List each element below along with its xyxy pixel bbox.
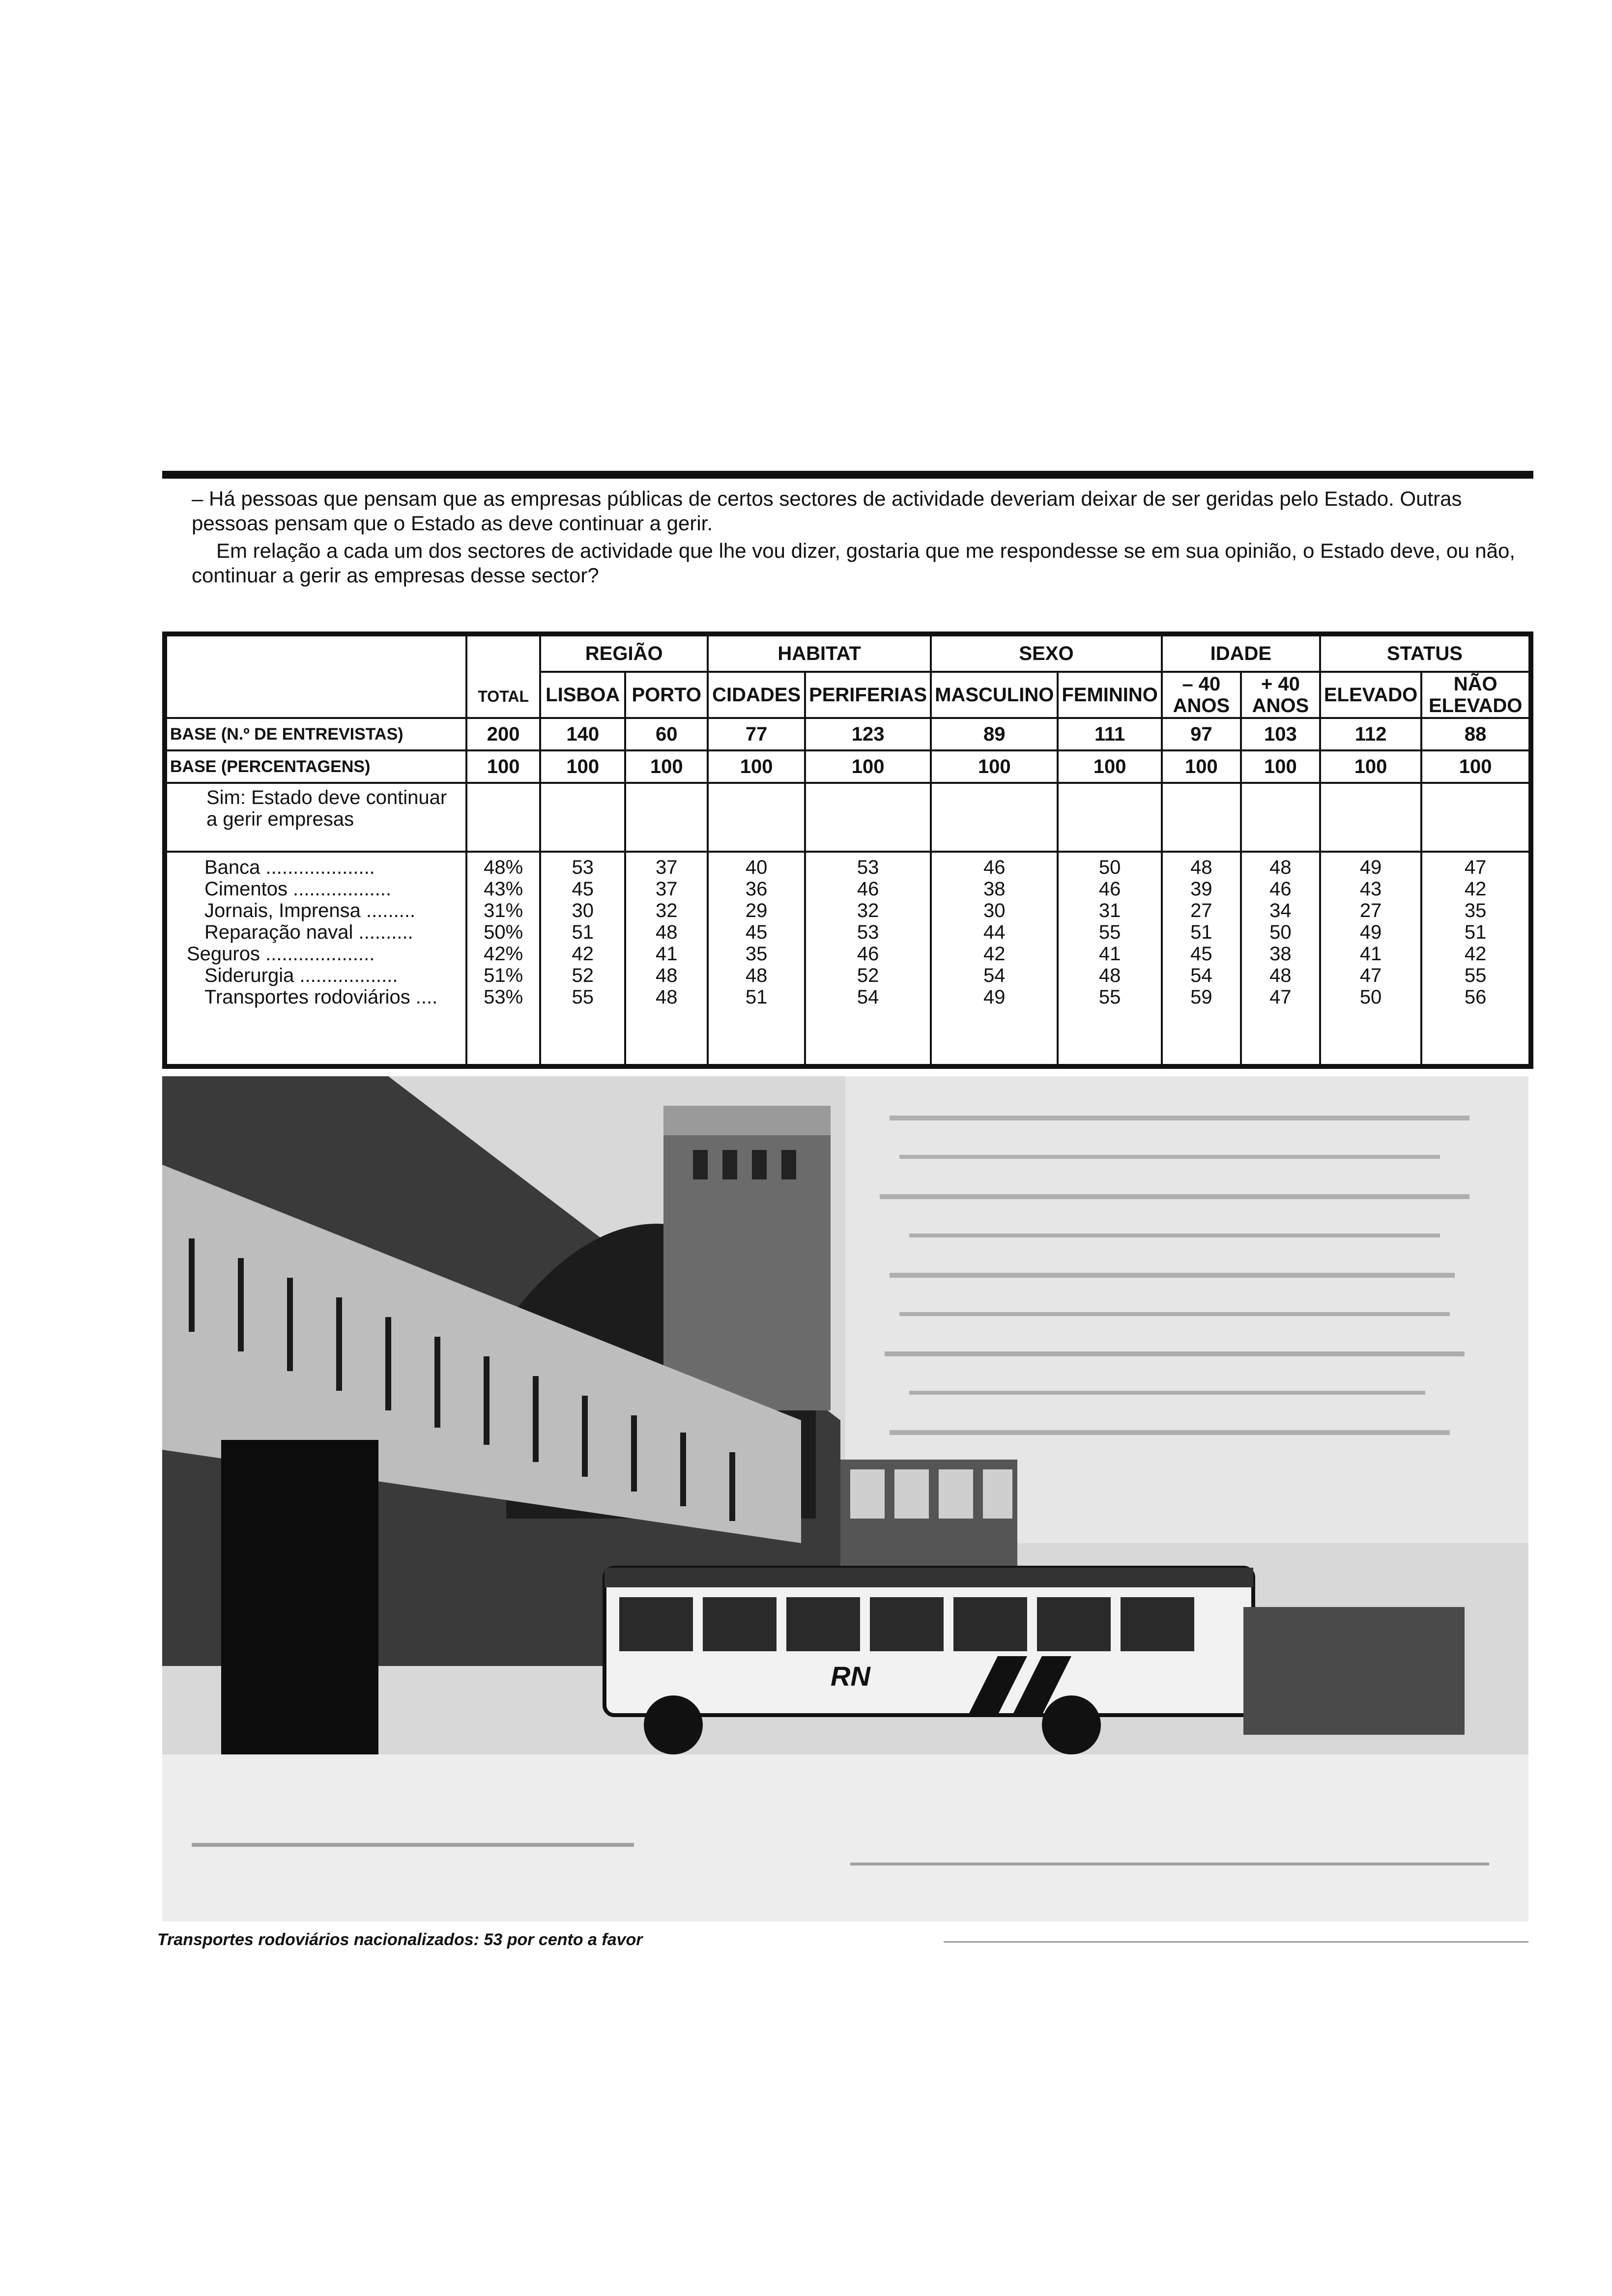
sector-value: 29 bbox=[745, 900, 768, 921]
sector-value: 55 bbox=[1098, 921, 1121, 943]
sector-value: 38 bbox=[1269, 943, 1292, 965]
sector-label: Banca .................... bbox=[204, 857, 375, 878]
sector-value: 46 bbox=[983, 857, 1006, 878]
question-text: – Há pessoas que pensam que as empresas públicas de certos sectores de actividade deveriam deixar de ser geridas pelo Estado. Outras pessoas pensam que o Estado as deve continuar a gerir. bbox=[192, 487, 1462, 535]
sector-value: 47 bbox=[1269, 986, 1292, 1008]
header-regiao: REGIÃO bbox=[540, 635, 708, 672]
sector-value: 31 bbox=[1098, 900, 1121, 921]
sector-value: 44 bbox=[983, 921, 1006, 943]
sector-value: 41 bbox=[655, 943, 678, 965]
sim-label bbox=[166, 783, 466, 852]
feminino-column bbox=[1058, 852, 1162, 1065]
base-percentagens-value: 100 bbox=[1241, 750, 1320, 783]
sector-value: 36 bbox=[745, 878, 768, 900]
header-sexo: SEXO bbox=[931, 635, 1162, 672]
base-percentagens-value: 100 bbox=[931, 750, 1058, 783]
sector-label: Transportes rodoviários .... bbox=[204, 986, 438, 1008]
sector-value: 27 bbox=[1359, 900, 1382, 921]
sector-label: Jornais, Imprensa ......... bbox=[204, 900, 416, 921]
sector-value: 46 bbox=[1098, 878, 1121, 900]
sector-total: 53% bbox=[484, 986, 523, 1008]
sector-value: 45 bbox=[1190, 943, 1212, 965]
sector-value: 59 bbox=[1190, 986, 1212, 1008]
sector-value: 48 bbox=[1269, 857, 1292, 878]
subheader-lisboa: LISBOA bbox=[540, 672, 625, 718]
sector-value: 30 bbox=[983, 900, 1006, 921]
sector-label: Siderurgia .................. bbox=[204, 965, 398, 986]
sector-label: Seguros .................... bbox=[187, 943, 375, 965]
sector-value: 40 bbox=[745, 857, 768, 878]
base-percentagens-value: 100 bbox=[1421, 750, 1529, 783]
photo-caption: Transportes rodoviários nacionalizados: 53 por cento a favor bbox=[157, 1930, 643, 1949]
sector-value: 30 bbox=[572, 900, 594, 921]
sector-value: 47 bbox=[1464, 857, 1487, 878]
sector-value: 39 bbox=[1190, 878, 1212, 900]
sector-value: 47 bbox=[1359, 965, 1382, 986]
sector-total: 50% bbox=[484, 921, 523, 943]
sector-value: 46 bbox=[1269, 878, 1292, 900]
base-percentagens-total: 100 bbox=[466, 750, 540, 783]
base-percentagens-value: 100 bbox=[1162, 750, 1241, 783]
sector-value: 37 bbox=[655, 857, 678, 878]
sector-value: 32 bbox=[655, 900, 678, 921]
sector-value: 46 bbox=[857, 943, 879, 965]
base-percentagens-row bbox=[166, 750, 1529, 783]
total-column bbox=[466, 852, 540, 1065]
top-rule bbox=[162, 471, 1533, 479]
sector-value: 38 bbox=[983, 878, 1006, 900]
nao-elevado-column bbox=[1421, 852, 1529, 1065]
base-percentagens-value: 100 bbox=[805, 750, 931, 783]
under-40-column bbox=[1162, 852, 1241, 1065]
header-habitat: HABITAT bbox=[708, 635, 931, 672]
porto-column bbox=[625, 852, 708, 1065]
base-entrevistas-value: 140 bbox=[540, 718, 625, 750]
results-table bbox=[165, 634, 1530, 1066]
survey-table bbox=[162, 631, 1533, 1069]
subheader-porto: PORTO bbox=[625, 672, 708, 718]
sector-value: 48 bbox=[655, 965, 678, 986]
base-percentagens-label: BASE (PERCENTAGENS) bbox=[166, 750, 466, 783]
sector-value: 41 bbox=[1359, 943, 1382, 965]
base-entrevistas-value: 88 bbox=[1421, 718, 1529, 750]
base-entrevistas-value: 111 bbox=[1058, 718, 1162, 750]
sector-value: 55 bbox=[1098, 986, 1121, 1008]
sector-value: 50 bbox=[1098, 857, 1121, 878]
cidades-column bbox=[708, 852, 805, 1065]
base-entrevistas-value: 60 bbox=[625, 718, 708, 750]
bottom-rule bbox=[944, 1941, 1528, 1943]
sector-value: 52 bbox=[572, 965, 594, 986]
base-entrevistas-row bbox=[166, 718, 1529, 750]
base-percentagens-value: 100 bbox=[625, 750, 708, 783]
sector-total: 43% bbox=[484, 878, 523, 900]
sector-value: 48 bbox=[655, 921, 678, 943]
sector-value: 42 bbox=[1464, 943, 1487, 965]
sector-labels bbox=[166, 852, 466, 1065]
sector-value: 27 bbox=[1190, 900, 1212, 921]
lisboa-column bbox=[540, 852, 625, 1065]
subheader-nao-elevado: NÃO ELEVADO bbox=[1421, 672, 1529, 718]
sector-value: 45 bbox=[572, 878, 594, 900]
sector-value: 54 bbox=[1190, 965, 1212, 986]
base-entrevistas-value: 123 bbox=[805, 718, 931, 750]
header-total: TOTAL bbox=[466, 635, 540, 718]
bus-station-photo bbox=[162, 1076, 1528, 1922]
sector-value: 50 bbox=[1359, 986, 1382, 1008]
instruction-text: Em relação a cada um dos sectores de actividade que lhe vou dizer, gostaria que me respondesse se em sua opinião, o Estado deve, ou não, continuar a gerir as empresas desse sector? bbox=[192, 539, 1515, 587]
sector-label: Cimentos .................. bbox=[204, 878, 392, 900]
base-entrevistas-value: 112 bbox=[1320, 718, 1421, 750]
sector-value: 42 bbox=[983, 943, 1006, 965]
base-entrevistas-label: BASE (N.º DE ENTREVISTAS) bbox=[166, 718, 466, 750]
sim-label-text: Sim: Estado deve continuar a gerir empresas bbox=[206, 787, 447, 830]
subheader-under-40: – 40 ANOS bbox=[1162, 672, 1241, 718]
sector-value: 49 bbox=[1359, 921, 1382, 943]
sector-label: Reparação naval .......... bbox=[204, 921, 413, 943]
subheader-masculino: MASCULINO bbox=[931, 672, 1058, 718]
base-entrevistas-total: 200 bbox=[466, 718, 540, 750]
sector-value: 54 bbox=[857, 986, 879, 1008]
base-percentagens-value: 100 bbox=[1058, 750, 1162, 783]
corner-cell bbox=[166, 635, 466, 718]
sector-value: 43 bbox=[1359, 878, 1382, 900]
masculino-column bbox=[931, 852, 1058, 1065]
sector-value: 48 bbox=[1269, 965, 1292, 986]
sector-value: 34 bbox=[1269, 900, 1292, 921]
sector-total: 51% bbox=[484, 965, 523, 986]
sector-value: 51 bbox=[1190, 921, 1212, 943]
sector-total: 42% bbox=[484, 943, 523, 965]
sector-value: 56 bbox=[1464, 986, 1487, 1008]
sector-value: 55 bbox=[572, 986, 594, 1008]
sector-value: 52 bbox=[857, 965, 879, 986]
sector-total: 48% bbox=[484, 857, 523, 878]
sector-value: 48 bbox=[745, 965, 768, 986]
sector-value: 54 bbox=[983, 965, 1006, 986]
subheader-elevado: ELEVADO bbox=[1320, 672, 1421, 718]
sector-value: 35 bbox=[1464, 900, 1487, 921]
sector-value: 45 bbox=[745, 921, 768, 943]
sector-value: 49 bbox=[1359, 857, 1382, 878]
sector-value: 51 bbox=[1464, 921, 1487, 943]
sector-value: 42 bbox=[572, 943, 594, 965]
sector-value: 32 bbox=[857, 900, 879, 921]
sector-value: 49 bbox=[983, 986, 1006, 1008]
sector-value: 51 bbox=[572, 921, 594, 943]
sector-value: 48 bbox=[655, 986, 678, 1008]
sector-value: 41 bbox=[1098, 943, 1121, 965]
sim-label-row bbox=[166, 783, 1529, 852]
base-entrevistas-value: 97 bbox=[1162, 718, 1241, 750]
sector-total: 31% bbox=[484, 900, 523, 921]
sector-value: 37 bbox=[655, 878, 678, 900]
base-percentagens-value: 100 bbox=[1320, 750, 1421, 783]
sector-data-row bbox=[166, 852, 1529, 1065]
sector-value: 53 bbox=[857, 857, 879, 878]
sector-value: 35 bbox=[745, 943, 768, 965]
subheader-feminino: FEMININO bbox=[1058, 672, 1162, 718]
base-entrevistas-value: 103 bbox=[1241, 718, 1320, 750]
sector-value: 48 bbox=[1190, 857, 1212, 878]
subheader-periferias: PERIFERIAS bbox=[805, 672, 931, 718]
sector-value: 53 bbox=[857, 921, 879, 943]
sector-value: 55 bbox=[1464, 965, 1487, 986]
sector-value: 48 bbox=[1098, 965, 1121, 986]
over-40-column bbox=[1241, 852, 1320, 1065]
sector-value: 50 bbox=[1269, 921, 1292, 943]
bus-logo: RN bbox=[831, 1661, 870, 1692]
header-idade: IDADE bbox=[1162, 635, 1320, 672]
elevado-column bbox=[1320, 852, 1421, 1065]
sector-value: 53 bbox=[572, 857, 594, 878]
base-percentagens-value: 100 bbox=[708, 750, 805, 783]
group-header-row bbox=[166, 635, 1529, 672]
sector-value: 51 bbox=[745, 986, 768, 1008]
subheader-over-40: + 40 ANOS bbox=[1241, 672, 1320, 718]
base-entrevistas-value: 89 bbox=[931, 718, 1058, 750]
base-percentagens-value: 100 bbox=[540, 750, 625, 783]
sector-value: 42 bbox=[1464, 878, 1487, 900]
subheader-cidades: CIDADES bbox=[708, 672, 805, 718]
base-entrevistas-value: 77 bbox=[708, 718, 805, 750]
periferias-column bbox=[805, 852, 931, 1065]
sector-value: 46 bbox=[857, 878, 879, 900]
survey-question bbox=[192, 487, 1528, 591]
header-status: STATUS bbox=[1320, 635, 1529, 672]
